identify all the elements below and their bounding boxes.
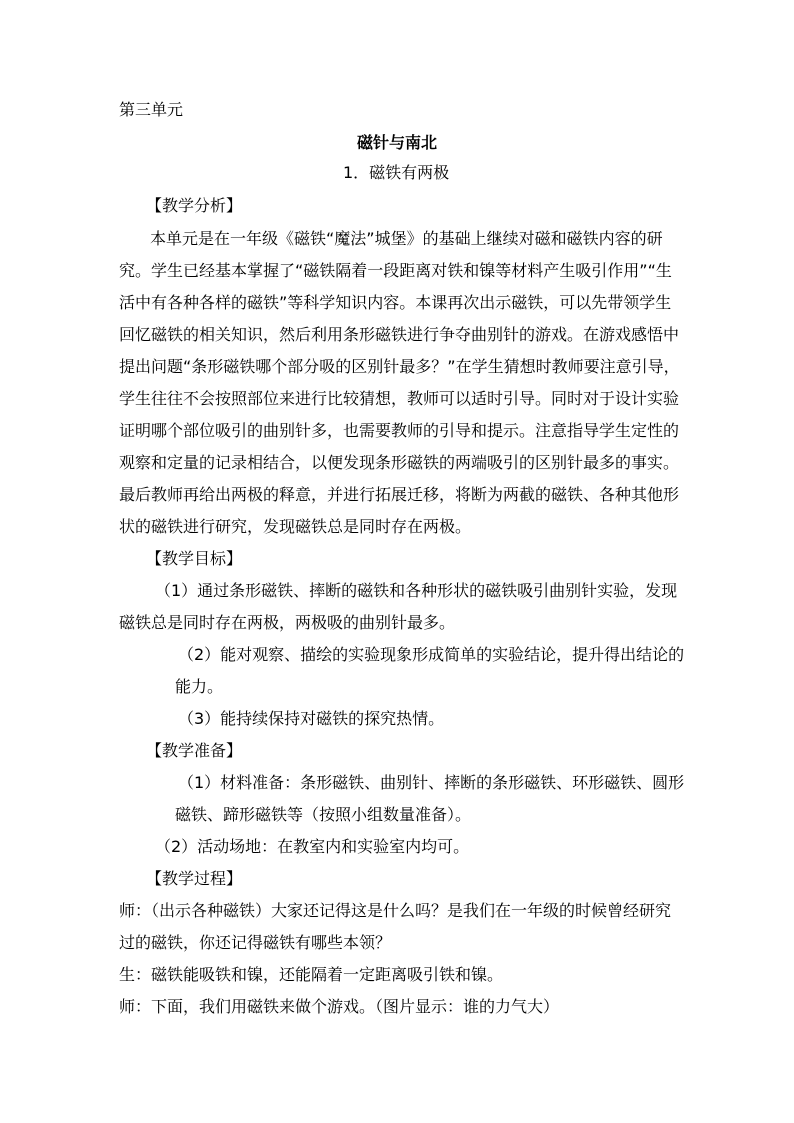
prep-heading: 【教学准备】	[146, 741, 243, 760]
goals-line: （3）能持续保持对磁铁的探究热情。	[178, 709, 445, 728]
analysis-line: 回忆磁铁的相关知识，然后利用条形磁铁进行争夺曲别针的游戏。在游戏感悟中	[119, 325, 680, 344]
analysis-line: 证明哪个部位吸引的曲别针多，也需要教师的引导和提示。注意指导学生定性的	[119, 421, 680, 440]
unit-label: 第三单元	[119, 100, 184, 119]
goals-line: 能力。	[175, 677, 224, 696]
lesson-title: 1．磁铁有两极	[343, 163, 450, 182]
dialogue-line: 过的磁铁，你还记得磁铁有哪些本领？	[119, 933, 392, 952]
prep-line: 磁铁、蹄形磁铁等（按照小组数量准备）。	[175, 805, 472, 824]
prep-line: （2）活动场地：在教室内和实验室内均可。	[155, 837, 470, 856]
goals-line: （1）通过条形磁铁、摔断的磁铁和各种形状的磁铁吸引曲别针实验，发现	[155, 581, 678, 600]
analysis-heading: 【教学分析】	[146, 196, 243, 215]
dialogue-line: 师：（出示各种磁铁）大家还记得这是什么吗？是我们在一年级的时候曾经研究	[119, 901, 672, 920]
analysis-line: 究。学生已经基本掌握了“磁铁隔着一段距离对铁和镍等材料产生吸引作用”“生	[119, 261, 672, 280]
analysis-line: 提出问题“条形磁铁哪个部分吸的区别针最多？”在学生猜想时教师要注意引导，	[119, 357, 680, 376]
dialogue-line: 师：下面，我们用磁铁来做个游戏。（图片显示：谁的力气大）	[119, 997, 560, 1016]
analysis-line: 状的磁铁进行研究，发现磁铁总是同时存在两极。	[119, 517, 472, 536]
analysis-line: 观察和定量的记录相结合，以便发现条形磁铁的两端吸引的区别针最多的事实。	[119, 453, 680, 472]
process-heading: 【教学过程】	[146, 869, 243, 888]
dialogue-line: 生：磁铁能吸铁和镍，还能隔着一定距离吸引铁和镍。	[119, 965, 504, 984]
prep-line: （1）材料准备：条形磁铁、曲别针、摔断的条形磁铁、环形磁铁、圆形	[178, 773, 685, 792]
analysis-line: 最后教师再给出两极的释意，并进行拓展迁移，将断为两截的磁铁、各种其他形	[119, 485, 680, 504]
analysis-line: 活中有各种各样的磁铁”等科学知识内容。本课再次出示磁铁，可以先带领学生	[119, 293, 672, 312]
analysis-line: 本单元是在一年级《磁铁“魔法”城堡》的基础上继续对磁和磁铁内容的研	[150, 229, 663, 248]
chapter-title: 磁针与南北	[357, 133, 438, 152]
goals-heading: 【教学目标】	[146, 549, 243, 568]
analysis-line: 学生往往不会按照部位来进行比较猜想，教师可以适时引导。同时对于设计实验	[119, 389, 680, 408]
goals-line: 磁铁总是同时存在两极，两极吸的曲别针最多。	[119, 613, 456, 632]
goals-line: （2）能对观察、描绘的实验现象形成简单的实验结论，提升得出结论的	[178, 645, 685, 664]
